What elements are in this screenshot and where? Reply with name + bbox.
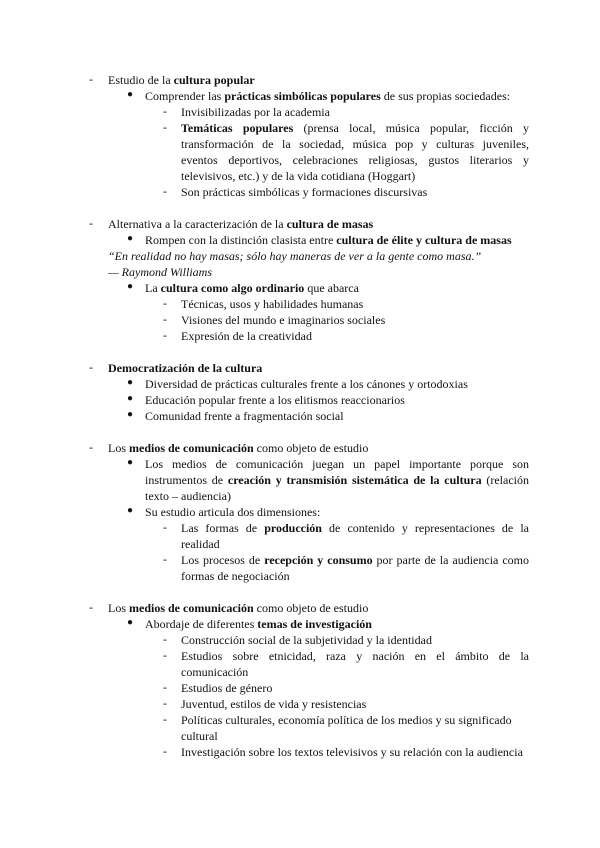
bullet-item: Rompen con la distinción clasista entre cultura de élite y cultura de masas: [145, 233, 512, 247]
sub-item: Las formas de producción de contenido y representaciones de la: [181, 521, 529, 535]
bullet-item: Comprender las prácticas simbólicas populares de sus propias sociedades:: [145, 89, 511, 103]
bullet-icon: ●: [127, 233, 134, 244]
list-dash: -: [163, 184, 167, 198]
sub-item-continuation: formas de negociación: [181, 569, 290, 583]
bullet-item: Abordaje de diferentes temas de investigación: [145, 617, 372, 631]
bullet-icon: ●: [127, 409, 134, 420]
list-dash: -: [89, 360, 93, 374]
bullet-icon: ●: [127, 457, 134, 468]
bullet-icon: ●: [127, 617, 134, 628]
sub-item-continuation: cultural: [181, 729, 218, 743]
sub-item-continuation: eventos deportivos, celebraciones religiosas, gustos literarios y: [181, 153, 529, 167]
list-dash: -: [163, 104, 167, 118]
sub-item: Juventud, estilos de vida y resistencias: [181, 697, 367, 711]
sub-item: Estudios de género: [181, 681, 273, 695]
sub-item-continuation: transformación de la sociedad, música pop y culturas juveniles,: [181, 137, 529, 151]
list-dash: -: [89, 600, 93, 614]
sub-item: Estudios sobre etnicidad, raza y nación en el ámbito de la: [181, 649, 529, 663]
bullet-item: Comunidad frente a fragmentación social: [145, 409, 344, 423]
sub-item: Políticas culturales, economía política de los medios y su significado: [181, 713, 512, 727]
list-dash: -: [89, 440, 93, 454]
bullet-item: La cultura como algo ordinario que abarca: [145, 281, 359, 295]
sub-item-continuation: realidad: [181, 537, 220, 551]
quote-author: — Raymond Williams: [108, 265, 212, 279]
list-dash: -: [89, 216, 93, 230]
bullet-icon: ●: [127, 89, 134, 100]
bullet-item: Educación popular frente a los elitismos reaccionarios: [145, 393, 405, 407]
bullet-item-continuation: instrumentos de creación y transmisión sistemática de la cultura (relación: [145, 473, 530, 487]
sub-item-continuation: comunicación: [181, 665, 249, 679]
sub-item-continuation: televisivos, etc.) y de la vida cotidiana (Hoggart): [181, 169, 416, 183]
section-heading: Democratización de la cultura: [108, 361, 263, 375]
section-heading: Los medios de comunicación como objeto de estudio: [108, 441, 369, 455]
section-heading: Estudio de la cultura popular: [108, 73, 255, 87]
sub-item: Son prácticas simbólicas y formaciones discursivas: [181, 185, 428, 199]
list-dash: -: [163, 520, 167, 534]
bullet-icon: ●: [127, 281, 134, 292]
sub-item: Los procesos de recepción y consumo por parte de la audiencia como: [181, 553, 529, 567]
bullet-item-continuation: texto – audiencia): [145, 489, 231, 503]
bullet-icon: ●: [127, 393, 134, 404]
sub-item: Construcción social de la subjetividad y la identidad: [181, 633, 432, 647]
list-dash: -: [163, 696, 167, 710]
bullet-item: Su estudio articula dos dimensiones:: [145, 505, 321, 519]
section-heading: Alternativa a la caracterización de la cultura de masas: [108, 217, 374, 231]
sub-item: Temáticas populares (prensa local, música popular, ficción y: [181, 121, 529, 135]
list-dash: -: [163, 120, 167, 134]
sub-item: Expresión de la creatividad: [181, 329, 312, 343]
sub-item: Técnicas, usos y habilidades humanas: [181, 297, 364, 311]
quote-text: “En realidad no hay masas; sólo hay maneras de ver a la gente como masa.”: [108, 249, 482, 263]
list-dash: -: [163, 648, 167, 662]
bullet-icon: ●: [127, 377, 134, 388]
list-dash: -: [89, 72, 93, 86]
list-dash: -: [163, 552, 167, 566]
list-dash: -: [163, 328, 167, 342]
list-dash: -: [163, 712, 167, 726]
sub-item: Visiones del mundo e imaginarios sociales: [181, 313, 386, 327]
bullet-item: Los medios de comunicación juegan un papel importante porque son: [145, 457, 529, 471]
bullet-icon: ●: [127, 505, 134, 516]
list-dash: -: [163, 680, 167, 694]
list-dash: -: [163, 312, 167, 326]
sub-item: Invisibilizadas por la academia: [181, 105, 330, 119]
sub-item: Investigación sobre los textos televisivos y su relación con la audiencia: [181, 745, 523, 759]
section-heading: Los medios de comunicación como objeto de estudio: [108, 601, 369, 615]
bullet-item: Diversidad de prácticas culturales frente a los cánones y ortodoxias: [145, 377, 468, 391]
list-dash: -: [163, 632, 167, 646]
list-dash: -: [163, 744, 167, 758]
list-dash: -: [163, 296, 167, 310]
